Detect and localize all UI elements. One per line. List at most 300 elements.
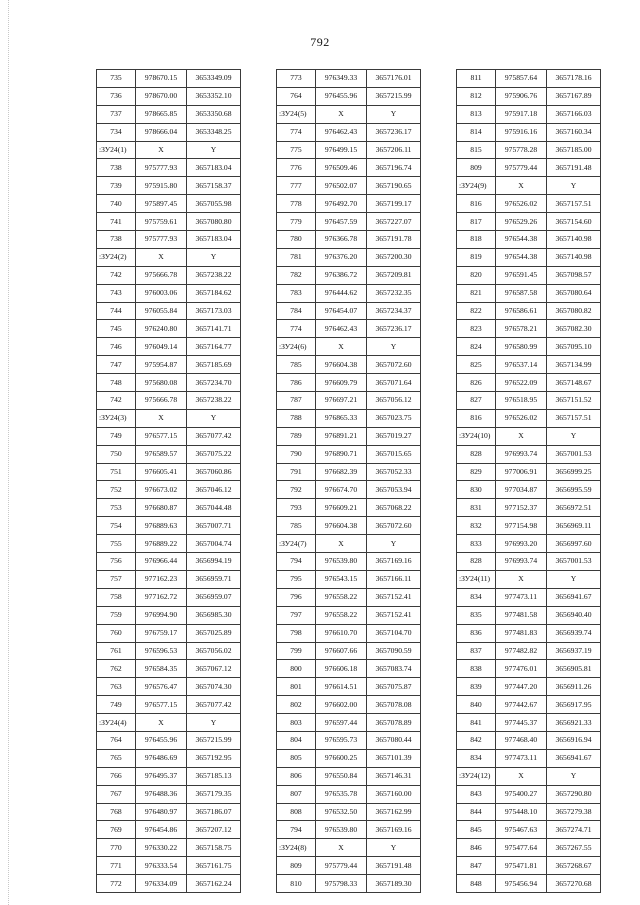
x-coordinate: 977447.20: [496, 678, 547, 696]
point-number: 745: [97, 320, 136, 338]
y-coordinate: 3657162.99: [367, 803, 421, 821]
y-coordinate: 3657234.37: [367, 302, 421, 320]
y-coordinate: 3657077.42: [187, 696, 241, 714]
y-coordinate: 3657046.12: [187, 481, 241, 499]
table-row: [97, 696, 241, 714]
point-number: 772: [97, 875, 136, 893]
y-coordinate: 3657176.01: [367, 70, 421, 88]
point-number: 816: [457, 195, 496, 213]
x-coordinate: 976444.62: [316, 284, 367, 302]
point-number: 811: [457, 70, 496, 88]
y-coordinate: 3657080.44: [367, 731, 421, 749]
y-coordinate: 3657183.04: [187, 159, 241, 177]
x-coordinate: 976522.09: [496, 374, 547, 392]
table-row: [277, 624, 421, 642]
point-number: 764: [97, 731, 136, 749]
table-row: [457, 553, 601, 571]
x-coordinate: 976589.57: [136, 445, 187, 463]
table-row: [277, 159, 421, 177]
y-header: Y: [187, 141, 241, 159]
table-row: [457, 463, 601, 481]
point-number: 794: [277, 821, 316, 839]
point-number: 773: [277, 70, 316, 88]
point-number: 834: [457, 749, 496, 767]
table-row: [97, 875, 241, 893]
x-coordinate: 975798.33: [316, 875, 367, 893]
point-number: 819: [457, 248, 496, 266]
y-coordinate: 3657192.95: [187, 749, 241, 767]
table-row: [97, 624, 241, 642]
table-row: [97, 570, 241, 588]
table-row: [457, 642, 601, 660]
point-number: 759: [97, 606, 136, 624]
x-coordinate: 977481.58: [496, 606, 547, 624]
point-number: 809: [277, 857, 316, 875]
table-row: [97, 392, 241, 410]
y-header: Y: [367, 839, 421, 857]
table-row: [457, 660, 601, 678]
y-coordinate: 3656994.19: [187, 553, 241, 571]
y-coordinate: 3653348.25: [187, 123, 241, 141]
point-number: 841: [457, 714, 496, 732]
y-coordinate: 3657152.41: [367, 606, 421, 624]
table-row: [97, 87, 241, 105]
point-number: 798: [277, 624, 316, 642]
point-number: 770: [97, 839, 136, 857]
point-number: 771: [97, 857, 136, 875]
table-row: [277, 696, 421, 714]
y-coordinate: 3657189.30: [367, 875, 421, 893]
y-coordinate: 3656921.33: [547, 714, 601, 732]
point-number: 843: [457, 785, 496, 803]
table-row: [97, 231, 241, 249]
y-coordinate: 3657075.22: [187, 445, 241, 463]
point-number: 792: [277, 481, 316, 499]
y-coordinate: 3657152.41: [367, 588, 421, 606]
table-row: [97, 642, 241, 660]
y-coordinate: 3657267.55: [547, 839, 601, 857]
point-number: 769: [97, 821, 136, 839]
y-coordinate: 3657101.39: [367, 749, 421, 767]
table-row: [277, 517, 421, 535]
y-coordinate: 3657185.69: [187, 356, 241, 374]
table-row: [457, 284, 601, 302]
table-row: [277, 248, 421, 266]
table-row: [277, 195, 421, 213]
y-coordinate: 3657169.16: [367, 821, 421, 839]
table-row: [97, 553, 241, 571]
point-number: 766: [97, 767, 136, 785]
x-coordinate: 975897.45: [136, 195, 187, 213]
point-number: 825: [457, 356, 496, 374]
table-row: [277, 463, 421, 481]
point-number: 846: [457, 839, 496, 857]
point-number: 788: [277, 409, 316, 427]
x-coordinate: 976488.36: [136, 785, 187, 803]
y-coordinate: 3657179.35: [187, 785, 241, 803]
x-coordinate: 975759.61: [136, 213, 187, 231]
y-coordinate: 3656937.19: [547, 642, 601, 660]
point-number: 789: [277, 427, 316, 445]
y-coordinate: 3653350.68: [187, 105, 241, 123]
left-margin-line: [8, 0, 9, 905]
y-coordinate: 3657071.64: [367, 374, 421, 392]
table-row: [97, 535, 241, 553]
x-coordinate: 976674.70: [316, 481, 367, 499]
y-coordinate: 3657191.48: [367, 857, 421, 875]
x-coordinate: 977445.37: [496, 714, 547, 732]
table-row: [277, 785, 421, 803]
x-coordinate: 975400.27: [496, 785, 547, 803]
x-coordinate: 975477.64: [496, 839, 547, 857]
x-coordinate: 977006.91: [496, 463, 547, 481]
table-row: [97, 445, 241, 463]
table-row: [457, 392, 601, 410]
table-row: [457, 87, 601, 105]
section-label: :ЗУ24(1): [97, 141, 136, 159]
point-number: 800: [277, 660, 316, 678]
point-number: 777: [277, 177, 316, 195]
x-coordinate: 977481.83: [496, 624, 547, 642]
x-coordinate: 976480.97: [136, 803, 187, 821]
section-header-row: [277, 105, 421, 123]
point-number: 790: [277, 445, 316, 463]
y-header: Y: [547, 767, 601, 785]
y-coordinate: 3657080.82: [547, 302, 601, 320]
y-coordinate: 3656940.40: [547, 606, 601, 624]
point-number: 815: [457, 141, 496, 159]
x-coordinate: 976966.44: [136, 553, 187, 571]
y-coordinate: 3657232.35: [367, 284, 421, 302]
x-coordinate: 976330.22: [136, 839, 187, 857]
point-number: 763: [97, 678, 136, 696]
y-coordinate: 3657200.30: [367, 248, 421, 266]
y-coordinate: 3657078.89: [367, 714, 421, 732]
table-row: [277, 588, 421, 606]
x-coordinate: 976550.84: [316, 767, 367, 785]
table-row: [457, 70, 601, 88]
section-header-row: [457, 767, 601, 785]
y-coordinate: 3657151.52: [547, 392, 601, 410]
point-number: 794: [277, 553, 316, 571]
y-coordinate: 3656939.74: [547, 624, 601, 642]
y-coordinate: 3657104.70: [367, 624, 421, 642]
point-number: 791: [277, 463, 316, 481]
x-coordinate: 976993.20: [496, 535, 547, 553]
table-row: [457, 195, 601, 213]
y-coordinate: 3657146.31: [367, 767, 421, 785]
y-coordinate: 3656969.11: [547, 517, 601, 535]
y-coordinate: 3657173.03: [187, 302, 241, 320]
x-coordinate: 976605.41: [136, 463, 187, 481]
x-header: X: [136, 409, 187, 427]
y-coordinate: 3657072.60: [367, 517, 421, 535]
y-header: Y: [367, 535, 421, 553]
table-row: [277, 445, 421, 463]
x-coordinate: 976532.50: [316, 803, 367, 821]
y-coordinate: 3657080.64: [547, 284, 601, 302]
section-header-row: [97, 141, 241, 159]
section-header-row: [277, 535, 421, 553]
y-coordinate: 3657234.70: [187, 374, 241, 392]
table-row: [457, 678, 601, 696]
table-row: [457, 588, 601, 606]
y-coordinate: 3657167.89: [547, 87, 601, 105]
y-coordinate: 3656959.07: [187, 588, 241, 606]
y-coordinate: 3657178.16: [547, 70, 601, 88]
y-header: Y: [547, 570, 601, 588]
x-header: X: [496, 570, 547, 588]
table-row: [277, 570, 421, 588]
table-row: [457, 141, 601, 159]
y-coordinate: 3657183.04: [187, 231, 241, 249]
table-row: [457, 803, 601, 821]
y-coordinate: 3657186.07: [187, 803, 241, 821]
x-coordinate: 976455.96: [136, 731, 187, 749]
table-row: [277, 731, 421, 749]
x-coordinate: 976890.71: [316, 445, 367, 463]
table-row: [457, 248, 601, 266]
y-coordinate: 3656941.67: [547, 749, 601, 767]
table-row: [97, 105, 241, 123]
point-number: 804: [277, 731, 316, 749]
x-coordinate: 976697.21: [316, 392, 367, 410]
y-header: Y: [367, 338, 421, 356]
section-label: :ЗУ24(4): [97, 714, 136, 732]
x-coordinate: 976386.72: [316, 266, 367, 284]
point-number: 752: [97, 481, 136, 499]
y-coordinate: 3657001.53: [547, 553, 601, 571]
section-header-row: [97, 409, 241, 427]
section-label: :ЗУ24(11): [457, 570, 496, 588]
x-coordinate: 976003.06: [136, 284, 187, 302]
point-number: 762: [97, 660, 136, 678]
section-label: :ЗУ24(5): [277, 105, 316, 123]
point-number: 749: [97, 696, 136, 714]
x-coordinate: 976529.26: [496, 213, 547, 231]
table-row: [97, 356, 241, 374]
point-number: 781: [277, 248, 316, 266]
table-row: [457, 213, 601, 231]
x-coordinate: 976457.59: [316, 213, 367, 231]
y-coordinate: 3657074.30: [187, 678, 241, 696]
x-coordinate: 975916.16: [496, 123, 547, 141]
y-coordinate: 3657190.65: [367, 177, 421, 195]
page-number: 792: [310, 35, 330, 49]
point-number: 801: [277, 678, 316, 696]
point-number: 837: [457, 642, 496, 660]
table-row: [97, 266, 241, 284]
y-coordinate: 3657158.37: [187, 177, 241, 195]
point-number: 809: [457, 159, 496, 177]
point-number: 823: [457, 320, 496, 338]
x-coordinate: 976614.51: [316, 678, 367, 696]
table-row: [457, 302, 601, 320]
section-label: :ЗУ24(2): [97, 248, 136, 266]
point-number: 847: [457, 857, 496, 875]
table-row: [457, 517, 601, 535]
point-number: 760: [97, 624, 136, 642]
y-coordinate: 3656911.26: [547, 678, 601, 696]
x-coordinate: 976333.54: [136, 857, 187, 875]
x-coordinate: 977482.82: [496, 642, 547, 660]
table-row: [457, 731, 601, 749]
x-coordinate: 976334.09: [136, 875, 187, 893]
x-coordinate: 976673.02: [136, 481, 187, 499]
x-coordinate: 976049.14: [136, 338, 187, 356]
y-coordinate: 3657290.80: [547, 785, 601, 803]
table-row: [457, 696, 601, 714]
table-row: [457, 839, 601, 857]
section-label: :ЗУ24(12): [457, 767, 496, 785]
y-coordinate: 3657082.30: [547, 320, 601, 338]
point-number: 810: [277, 875, 316, 893]
point-number: 838: [457, 660, 496, 678]
table-row: [457, 481, 601, 499]
y-coordinate: 3657157.51: [547, 195, 601, 213]
point-number: 740: [97, 195, 136, 213]
point-number: 848: [457, 875, 496, 893]
y-coordinate: 3657227.07: [367, 213, 421, 231]
x-coordinate: 976596.53: [136, 642, 187, 660]
x-coordinate: 978670.00: [136, 87, 187, 105]
table-row: [97, 839, 241, 857]
y-coordinate: 3657166.11: [367, 570, 421, 588]
y-coordinate: 3656917.95: [547, 696, 601, 714]
y-coordinate: 3657162.24: [187, 875, 241, 893]
y-coordinate: 3653352.10: [187, 87, 241, 105]
section-header-row: [457, 177, 601, 195]
x-coordinate: 976609.79: [316, 374, 367, 392]
x-coordinate: 976607.66: [316, 642, 367, 660]
point-number: 833: [457, 535, 496, 553]
point-number: 816: [457, 409, 496, 427]
x-coordinate: 976462.43: [316, 123, 367, 141]
table-row: [277, 284, 421, 302]
point-number: 765: [97, 749, 136, 767]
y-coordinate: 3657025.89: [187, 624, 241, 642]
x-coordinate: 976580.99: [496, 338, 547, 356]
table-row: [277, 123, 421, 141]
y-coordinate: 3657007.71: [187, 517, 241, 535]
y-coordinate: 3657078.08: [367, 696, 421, 714]
x-coordinate: 976682.39: [316, 463, 367, 481]
point-number: 776: [277, 159, 316, 177]
table-row: [97, 320, 241, 338]
point-number: 827: [457, 392, 496, 410]
point-number: 756: [97, 553, 136, 571]
x-coordinate: 976994.90: [136, 606, 187, 624]
y-coordinate: 3657098.57: [547, 266, 601, 284]
x-header: X: [136, 248, 187, 266]
table-row: [277, 213, 421, 231]
x-coordinate: 976576.47: [136, 678, 187, 696]
y-coordinate: 3657191.48: [547, 159, 601, 177]
x-coordinate: 977468.40: [496, 731, 547, 749]
point-number: 754: [97, 517, 136, 535]
point-number: 749: [97, 427, 136, 445]
y-coordinate: 3657068.22: [367, 499, 421, 517]
x-header: X: [136, 714, 187, 732]
table-row: [457, 320, 601, 338]
y-coordinate: 3657053.94: [367, 481, 421, 499]
point-number: 739: [97, 177, 136, 195]
x-coordinate: 976486.69: [136, 749, 187, 767]
section-label: :ЗУ24(7): [277, 535, 316, 553]
table-row: [457, 231, 601, 249]
x-coordinate: 976455.96: [316, 87, 367, 105]
coordinates-table-2: [276, 69, 421, 893]
y-coordinate: 3657279.38: [547, 803, 601, 821]
x-coordinate: 976535.78: [316, 785, 367, 803]
table-row: [457, 105, 601, 123]
table-row: [277, 231, 421, 249]
point-number: 742: [97, 266, 136, 284]
x-coordinate: 976366.78: [316, 231, 367, 249]
x-coordinate: 978665.85: [136, 105, 187, 123]
point-number: 828: [457, 445, 496, 463]
y-coordinate: 3657067.12: [187, 660, 241, 678]
x-coordinate: 976680.87: [136, 499, 187, 517]
x-coordinate: 976584.35: [136, 660, 187, 678]
section-header-row: [97, 248, 241, 266]
table-row: [97, 463, 241, 481]
table-row: [457, 624, 601, 642]
y-coordinate: 3657160.00: [367, 785, 421, 803]
x-header: X: [316, 338, 367, 356]
x-coordinate: 975666.78: [136, 266, 187, 284]
y-coordinate: 3657060.86: [187, 463, 241, 481]
x-coordinate: 976558.22: [316, 606, 367, 624]
table-row: [277, 356, 421, 374]
table-row: [277, 70, 421, 88]
x-coordinate: 976891.21: [316, 427, 367, 445]
point-number: 755: [97, 535, 136, 553]
x-coordinate: 976462.43: [316, 320, 367, 338]
y-coordinate: 3657199.17: [367, 195, 421, 213]
table-row: [277, 714, 421, 732]
x-coordinate: 976240.80: [136, 320, 187, 338]
x-coordinate: 976055.84: [136, 302, 187, 320]
point-number: 840: [457, 696, 496, 714]
x-coordinate: 976578.21: [496, 320, 547, 338]
x-coordinate: 978666.04: [136, 123, 187, 141]
table-row: [97, 517, 241, 535]
table-row: [457, 356, 601, 374]
y-coordinate: 3657052.33: [367, 463, 421, 481]
point-number: 785: [277, 356, 316, 374]
table-row: [97, 821, 241, 839]
x-coordinate: 976587.58: [496, 284, 547, 302]
table-row: [277, 749, 421, 767]
table-row: [97, 284, 241, 302]
table-row: [97, 803, 241, 821]
coordinates-table-3: [456, 69, 601, 893]
point-number: 761: [97, 642, 136, 660]
point-number: 845: [457, 821, 496, 839]
x-coordinate: 976526.02: [496, 409, 547, 427]
x-coordinate: 976544.38: [496, 231, 547, 249]
table-row: [97, 606, 241, 624]
x-coordinate: 975471.81: [496, 857, 547, 875]
table-row: [277, 767, 421, 785]
y-coordinate: 3657268.67: [547, 857, 601, 875]
x-coordinate: 976539.80: [316, 553, 367, 571]
y-coordinate: 3657270.68: [547, 875, 601, 893]
point-number: 839: [457, 678, 496, 696]
table-row: [457, 159, 601, 177]
x-coordinate: 976539.80: [316, 821, 367, 839]
